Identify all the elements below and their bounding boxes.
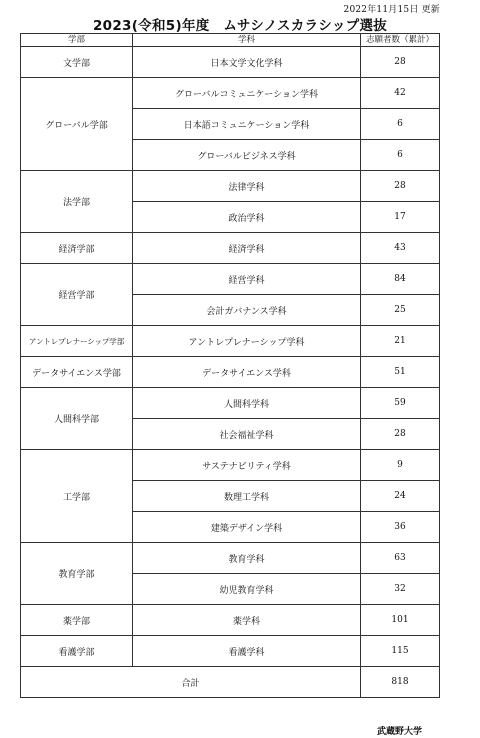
count-cell: 17: [361, 202, 440, 233]
department-cell: グローバルビジネス学科: [133, 140, 361, 171]
department-cell: 法律学科: [133, 171, 361, 202]
department-cell: 建築デザイン学科: [133, 512, 361, 543]
table-row: [21, 605, 440, 636]
department-cell: サステナビリティ学科: [133, 450, 361, 481]
total-row: [21, 667, 440, 698]
faculty-cell: 経済学部: [21, 233, 133, 264]
table-row: [21, 78, 440, 109]
count-cell: 43: [361, 233, 440, 264]
count-cell: 101: [361, 605, 440, 636]
count-cell: 36: [361, 512, 440, 543]
department-cell: 経済学科: [133, 233, 361, 264]
table-row: [21, 264, 440, 295]
faculty-cell: 看護学部: [21, 636, 133, 667]
faculty-cell: アントレプレナーシップ学部: [21, 326, 133, 357]
count-cell: 25: [361, 295, 440, 326]
count-cell: 6: [361, 140, 440, 171]
count-cell: 21: [361, 326, 440, 357]
faculty-cell: 教育学部: [21, 543, 133, 605]
table-row: [21, 388, 440, 419]
department-cell: 社会福祉学科: [133, 419, 361, 450]
table-row: [21, 357, 440, 388]
count-cell: 28: [361, 419, 440, 450]
table-row: [21, 47, 440, 78]
header-department: 学科: [133, 34, 361, 47]
faculty-cell: 人間科学部: [21, 388, 133, 450]
count-cell: 42: [361, 78, 440, 109]
table-row: [21, 326, 440, 357]
update-date: 2022年11月15日 更新: [343, 5, 440, 15]
table-row: [21, 171, 440, 202]
department-cell: 数理工学科: [133, 481, 361, 512]
count-cell: 51: [361, 357, 440, 388]
count-cell: 59: [361, 388, 440, 419]
department-cell: 看護学科: [133, 636, 361, 667]
department-cell: 会計ガバナンス学科: [133, 295, 361, 326]
count-cell: 9: [361, 450, 440, 481]
total-label: 合計: [21, 667, 361, 698]
count-cell: 28: [361, 171, 440, 202]
department-cell: グローバルコミュニケーション学科: [133, 78, 361, 109]
department-cell: 日本語コミュニケーション学科: [133, 109, 361, 140]
department-cell: 教育学科: [133, 543, 361, 574]
table-row: [21, 233, 440, 264]
count-cell: 84: [361, 264, 440, 295]
count-cell: 63: [361, 543, 440, 574]
applicants-table: [20, 33, 440, 698]
department-cell: 人間科学科: [133, 388, 361, 419]
department-cell: 幼児教育学科: [133, 574, 361, 605]
page-title: 2023(令和5)年度 ムサシノスカラシップ選抜: [92, 18, 388, 34]
count-cell: 6: [361, 109, 440, 140]
faculty-cell: 工学部: [21, 450, 133, 543]
count-cell: 32: [361, 574, 440, 605]
faculty-cell: 薬学部: [21, 605, 133, 636]
faculty-cell: 法学部: [21, 171, 133, 233]
table-body: [21, 47, 440, 698]
count-cell: 28: [361, 47, 440, 78]
table-row: [21, 636, 440, 667]
table-row: [21, 450, 440, 481]
department-cell: 日本文学文化学科: [133, 47, 361, 78]
header-count: 志願者数（累計）: [361, 34, 440, 47]
university-name: 武蔵野大学: [376, 727, 422, 737]
department-cell: アントレプレナーシップ学科: [133, 326, 361, 357]
faculty-cell: 文学部: [21, 47, 133, 78]
department-cell: データサイエンス学科: [133, 357, 361, 388]
count-cell: 115: [361, 636, 440, 667]
department-cell: 政治学科: [133, 202, 361, 233]
count-cell: 24: [361, 481, 440, 512]
header-faculty: 学部: [21, 34, 133, 47]
total-count: 818: [361, 667, 440, 698]
department-cell: 経営学科: [133, 264, 361, 295]
faculty-cell: グローバル学部: [21, 78, 133, 171]
department-cell: 薬学科: [133, 605, 361, 636]
table-header-row: [21, 34, 440, 47]
faculty-cell: データサイエンス学部: [21, 357, 133, 388]
table-row: [21, 543, 440, 574]
faculty-cell: 経営学部: [21, 264, 133, 326]
